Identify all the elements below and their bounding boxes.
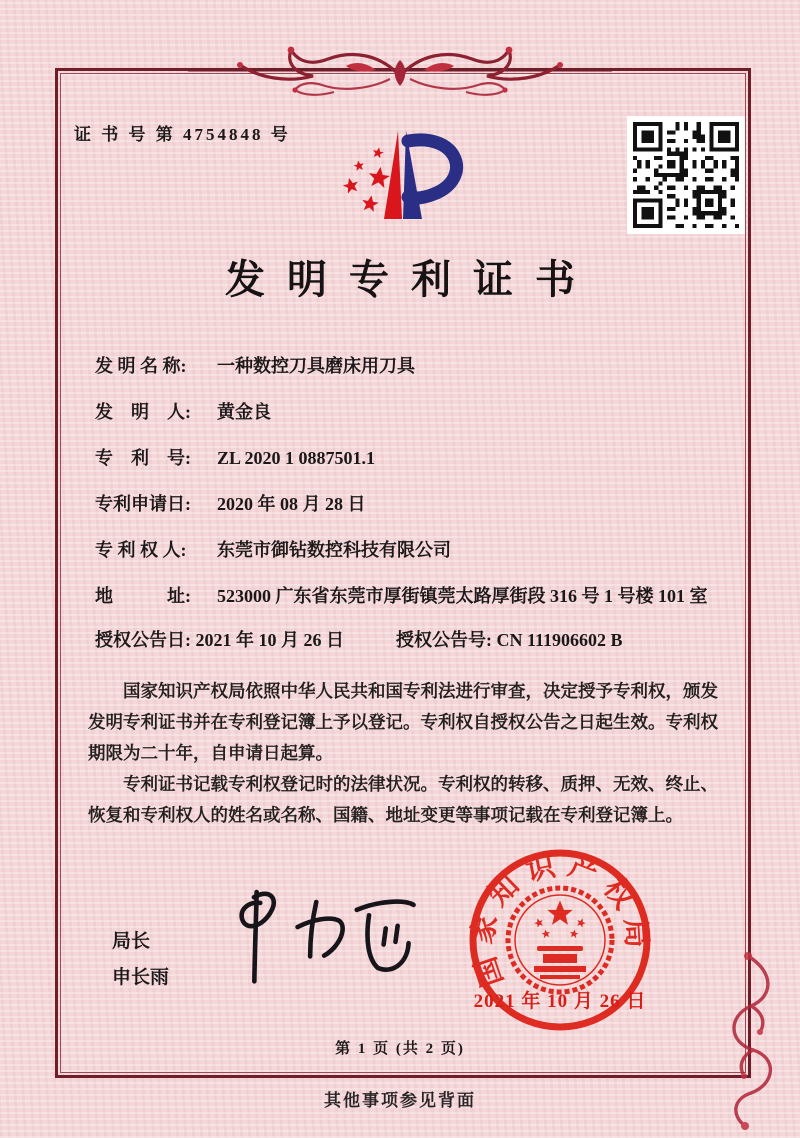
field-label: 专 利 权 人: — [95, 540, 187, 560]
field-value: 2020 年 08 月 28 日 — [217, 494, 366, 514]
seal-text: 国家知识产权局 — [466, 848, 654, 991]
qr-code — [627, 116, 745, 234]
field-label: 发 明 人: — [95, 402, 191, 422]
field-label: 专 利 号: — [95, 448, 191, 468]
field-value: 黄金良 — [217, 402, 271, 422]
grant-number-value: CN 111906602 B — [496, 630, 623, 650]
field-label: 发 明 名 称: — [95, 356, 187, 376]
handwritten-signature-icon — [200, 876, 435, 994]
field-patent-number — [95, 444, 723, 473]
field-address — [95, 582, 723, 611]
field-inventor — [95, 398, 723, 427]
certificate-title: 发明专利证书 — [225, 257, 597, 302]
legal-text — [88, 676, 720, 831]
back-side-note: 其他事项参见背面 — [324, 1091, 476, 1110]
page-number: 第 1 页 (共 2 页) — [335, 1041, 465, 1057]
field-label: 专利申请日: — [95, 494, 191, 514]
field-value: 一种数控刀具磨床用刀具 — [217, 356, 415, 376]
grant-date — [95, 626, 344, 655]
grant-number — [396, 626, 623, 655]
field-label: 地 址: — [95, 586, 191, 606]
field-patentee — [95, 536, 723, 565]
signer-block — [112, 924, 169, 996]
signer-title: 局长 — [112, 931, 151, 952]
grant-date-value: 2021 年 10 月 26 日 — [195, 630, 344, 650]
seal-date: 2021 年 10 月 26 日 — [473, 991, 647, 1012]
field-invention-name — [95, 352, 723, 381]
signer-name: 申长雨 — [112, 967, 170, 988]
field-value: ZL 2020 1 0887501.1 — [217, 448, 376, 468]
cnipa-logo-icon — [318, 94, 503, 236]
field-list — [95, 352, 723, 655]
grant-date-label: 授权公告日: — [95, 630, 191, 650]
legal-paragraph-1: 国家知识产权局依照中华人民共和国专利法进行审查，决定授予专利权，颁发发明专利证书并在专利登记簿上予以登记。专利权自授权公告之日起生效。专利权期限为二十年，自申请日起算。 — [88, 681, 718, 763]
field-value: 东莞市御钻数控科技有限公司 — [217, 540, 451, 560]
certificate-number: 证 书 号 第 4754848 号 — [74, 125, 291, 144]
field-grant-announcement — [95, 626, 723, 655]
qr-code-canvas — [633, 122, 739, 228]
field-value: 523000 广东省东莞市厚街镇莞太路厚街段 316 号 1 号楼 101 室 — [217, 586, 708, 606]
legal-paragraph-2: 专利证书记载专利权登记时的法律状况。专利权的转移、质押、无效、终止、恢复和专利权人的姓名或名称、国籍、地址变更等事项记载在专利登记簿上。 — [88, 774, 718, 825]
grant-number-label: 授权公告号: — [396, 630, 492, 650]
cnipa-seal-icon — [448, 828, 672, 1052]
field-application-date — [95, 490, 723, 519]
